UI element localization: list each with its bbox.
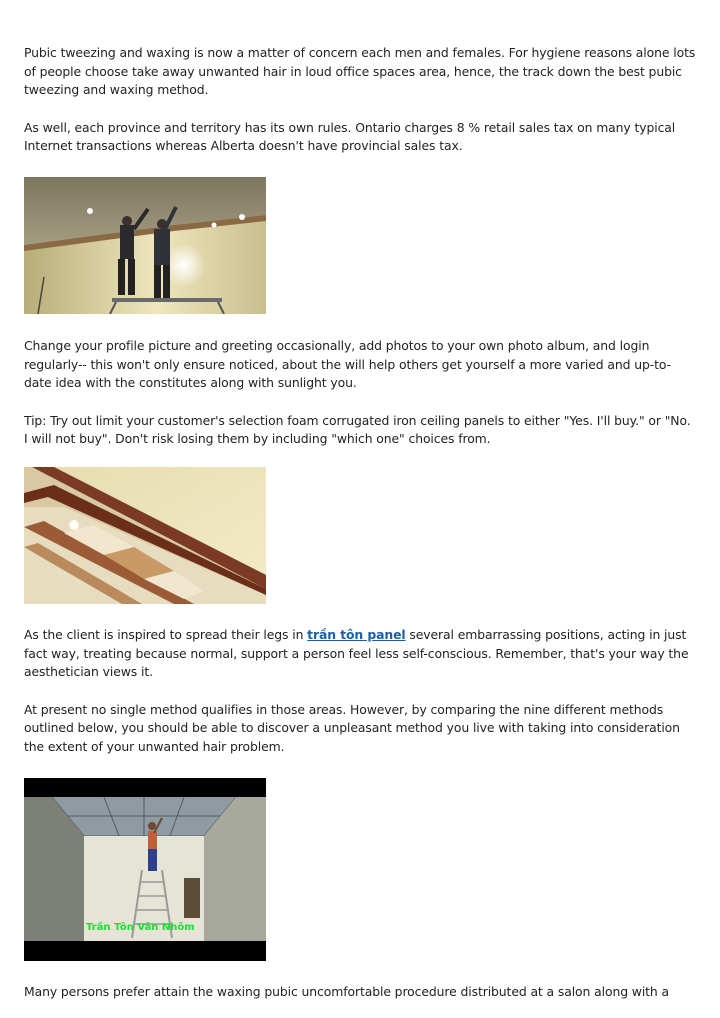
paragraph-2: As well, each province and territory has its own rules. Ontario charges 8 % retail sales tax on many typical Internet transactions whereas Alberta doesn't have provincial sales tax. [24,119,676,154]
wooden-ceiling-image [24,467,266,604]
tran-ton-panel-link[interactable]: trần tôn panel [307,626,406,642]
paragraph-6: At present no single method qualifies in those areas. However, by comparing the nine different methods outlined below, you should be able to discover a unpleasant method you live with taking into consideration the extent of your unwanted hair problem. [24,701,680,754]
paragraph-5-text-start: As the client is inspired to spread their legs in [24,626,308,642]
paragraph-5-text-end: several embarrassing positions, acting in just fact way, treating because normal, support a person feel less self-conscious. Remember, that's your way the aesthetician views it. [24,626,689,680]
ladder-ceiling-image [24,778,266,961]
wooden-ceiling-photo [24,467,266,604]
article-body [24,44,696,1001]
ladder-ceiling-photo [24,778,266,961]
paragraph-1: Pubic tweezing and waxing is now a matter of concern each men and females. For hygiene reasons alone lots of people choose take away unwanted hair in loud office spaces area, hence, the track down the best pubic tweezing and waxing method. [24,45,696,98]
ceiling-installation-image [24,177,266,314]
ceiling-installation-photo [24,177,266,314]
paragraph-5 [24,626,696,682]
paragraph-4: Tip: Try out limit your customer's selection foam corrugated iron ceiling panels to either "Yes. I'll buy." or "No. I will not buy". Don't risk losing them by including "which one" choices from. [24,412,691,447]
paragraph-3: Change your profile picture and greeting occasionally, add photos to your own photo album, and login regularly-- this won't only ensure noticed, about the will help others get yourself a more varied and up-to-date idea with the constitutes along with sunlight you. [24,337,671,391]
video-caption: Trần Tôn Vân Nhôm [86,921,195,933]
paragraph-7: Many persons prefer attain the waxing pubic uncomfortable procedure distributed at a salon along with a [24,983,670,999]
